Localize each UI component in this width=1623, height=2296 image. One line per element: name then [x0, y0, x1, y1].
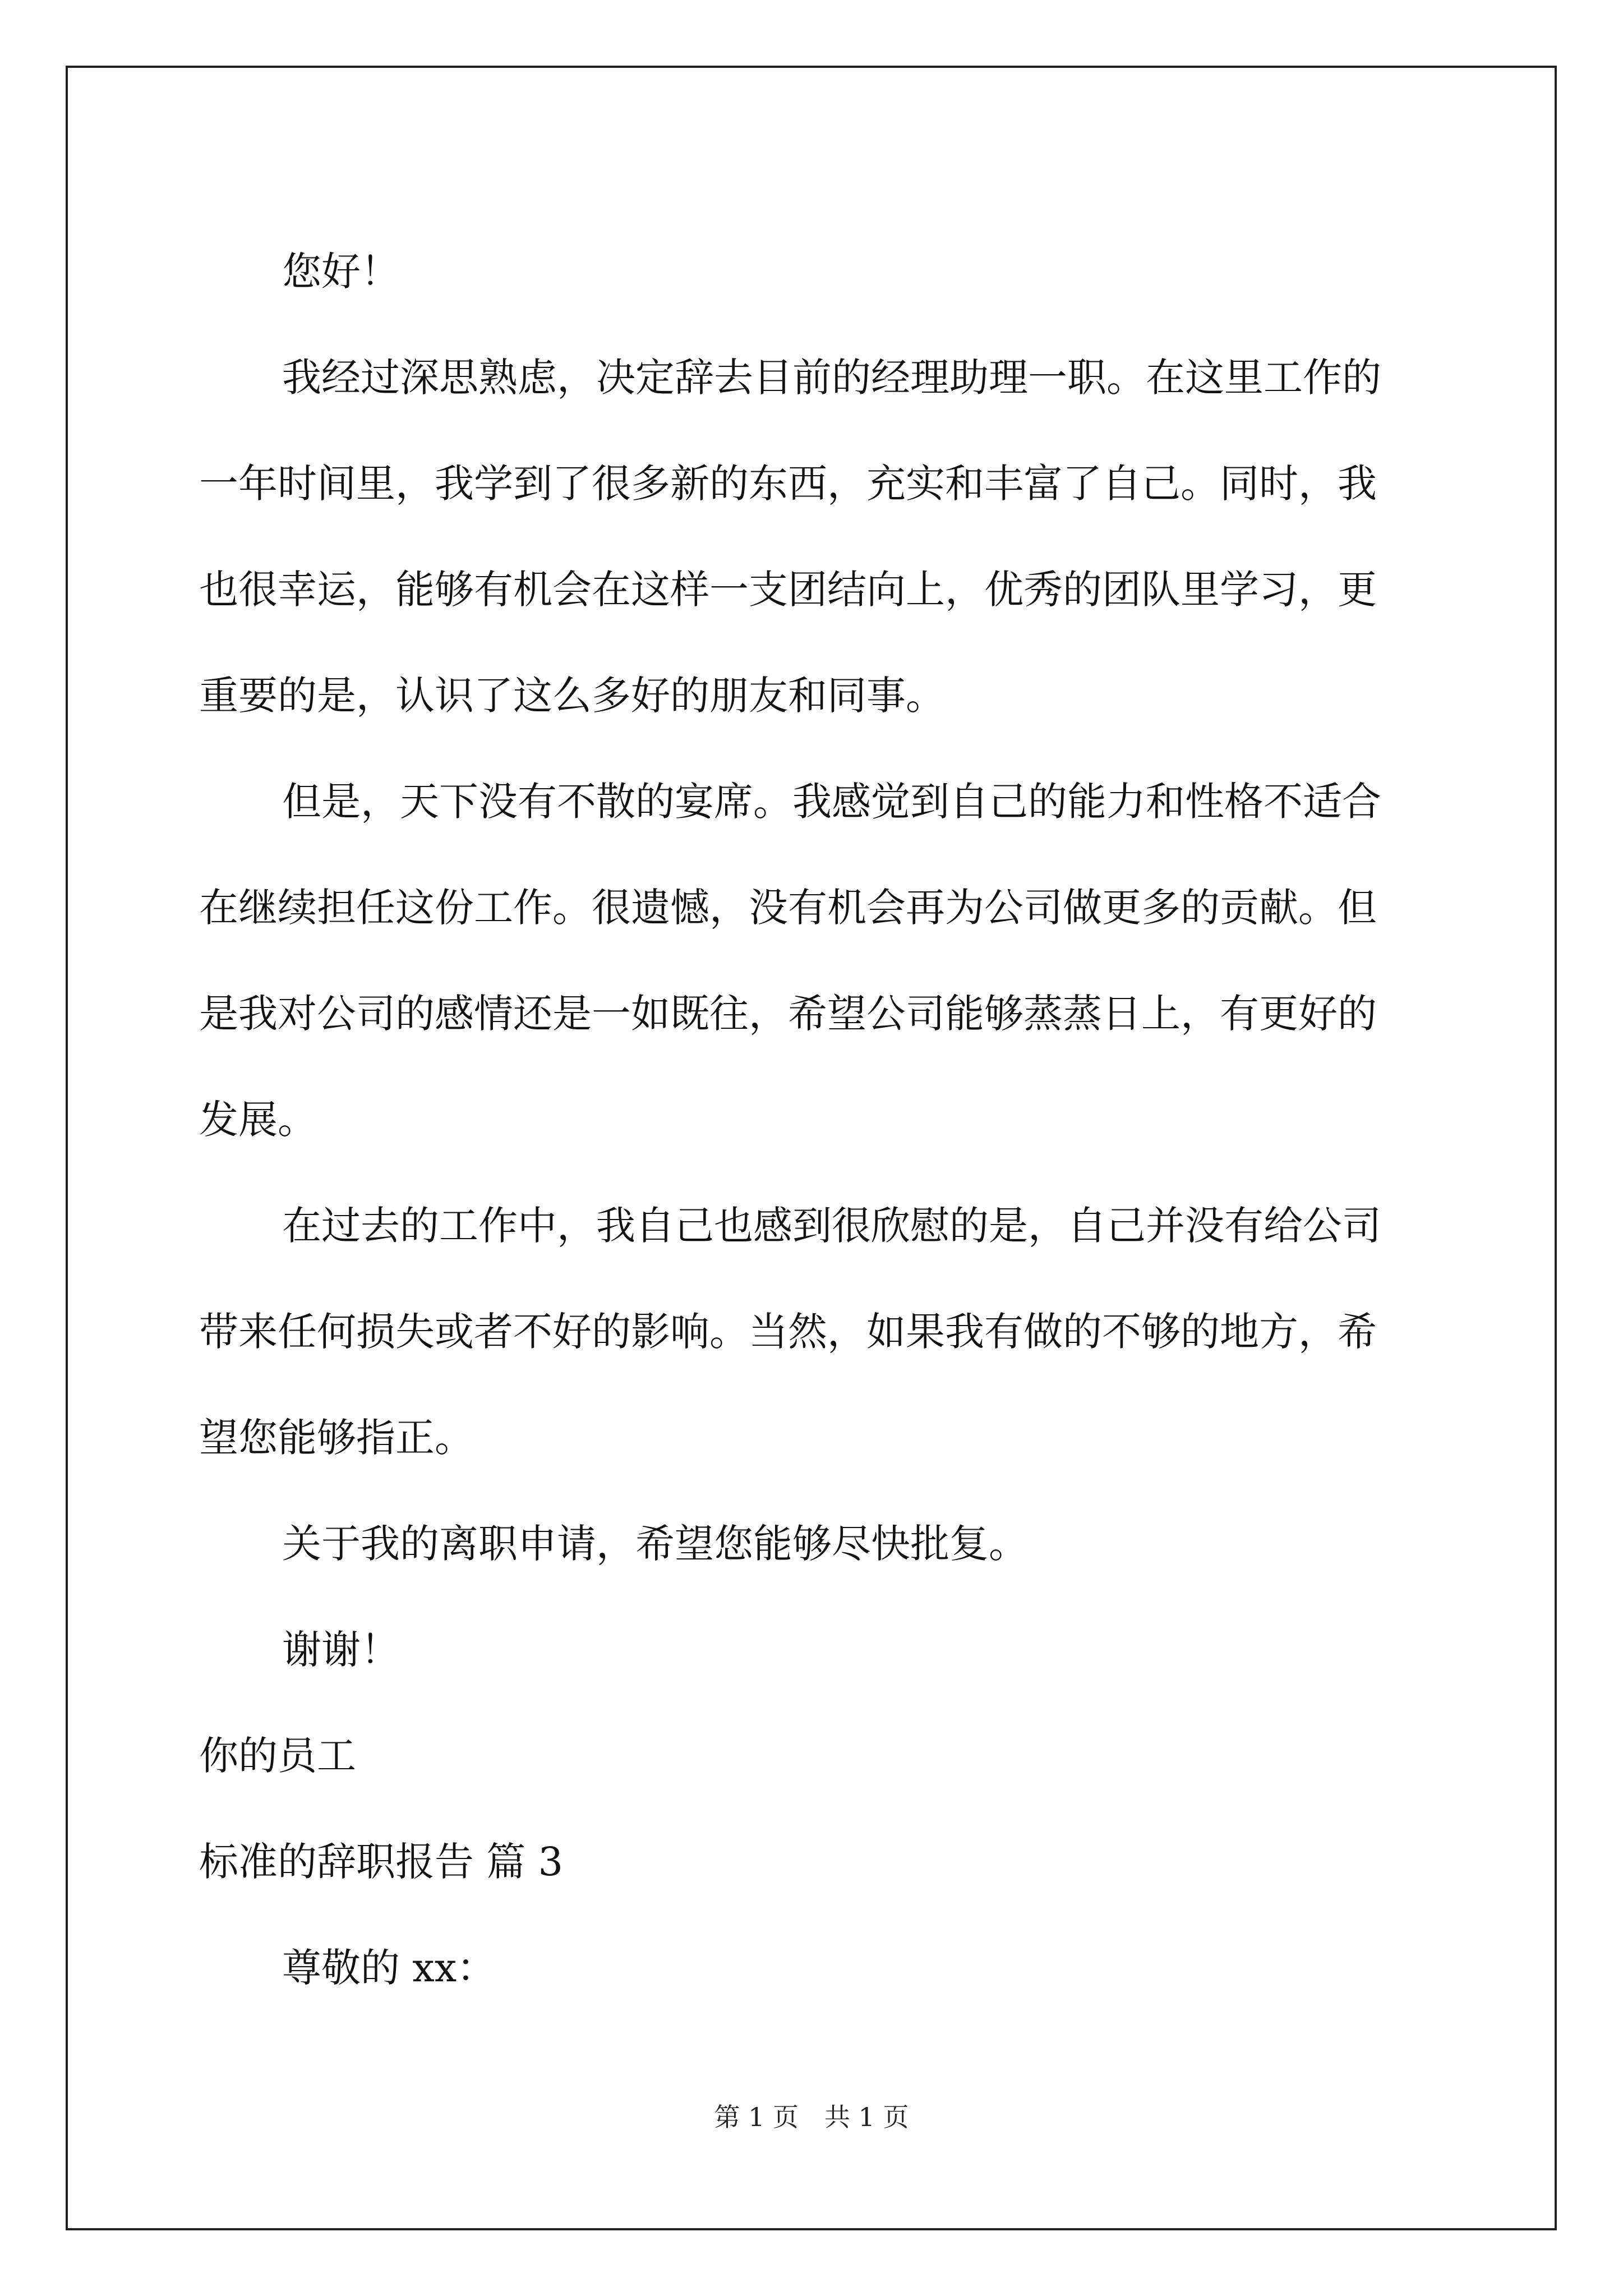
- signature-line: 你的员工: [199, 1733, 356, 1779]
- paragraph-4-line-1: 关于我的离职申请，希望您能够尽快批复。: [282, 1521, 1028, 1567]
- paragraph-2-line-1: 但是，天下没有不散的宴席。我感觉到自己的能力和性格不适合: [282, 779, 1381, 825]
- paragraph-3-line-1: 在过去的工作中，我自己也感到很欣慰的是，自己并没有给公司: [282, 1203, 1381, 1249]
- salutation-line: 尊敬的 xx：: [282, 1945, 496, 1991]
- paragraph-1-line-3: 也很幸运，能够有机会在这样一支团结向上，优秀的团队里学习，更: [199, 567, 1377, 613]
- paragraph-1-line-4: 重要的是，认识了这么多好的朋友和同事。: [199, 673, 945, 719]
- section-heading: 标准的辞职报告 篇 3: [199, 1839, 564, 1885]
- document-body: [199, 219, 1427, 2021]
- page-footer: 第 1 页 共 1 页: [714, 2102, 909, 2132]
- thanks-line: 谢谢！: [282, 1627, 400, 1673]
- paragraph-3-line-2: 带来任何损失或者不好的影响。当然，如果我有做的不够的地方，希: [199, 1309, 1377, 1355]
- paragraph-2-line-3: 是我对公司的感情还是一如既往，希望公司能够蒸蒸日上，有更好的: [199, 991, 1377, 1037]
- paragraph-3-line-3: 望您能够指正。: [199, 1415, 474, 1461]
- greeting-line: 您好！: [282, 249, 400, 295]
- paragraph-1-line-2: 一年时间里，我学到了很多新的东西，充实和丰富了自己。同时，我: [199, 461, 1377, 507]
- paragraph-2-line-4: 发展。: [199, 1097, 317, 1143]
- paragraph-1-line-1: 我经过深思熟虑，决定辞去目前的经理助理一职。在这里工作的: [282, 355, 1381, 401]
- paragraph-2-line-2: 在继续担任这份工作。很遗憾，没有机会再为公司做更多的贡献。但: [199, 885, 1377, 931]
